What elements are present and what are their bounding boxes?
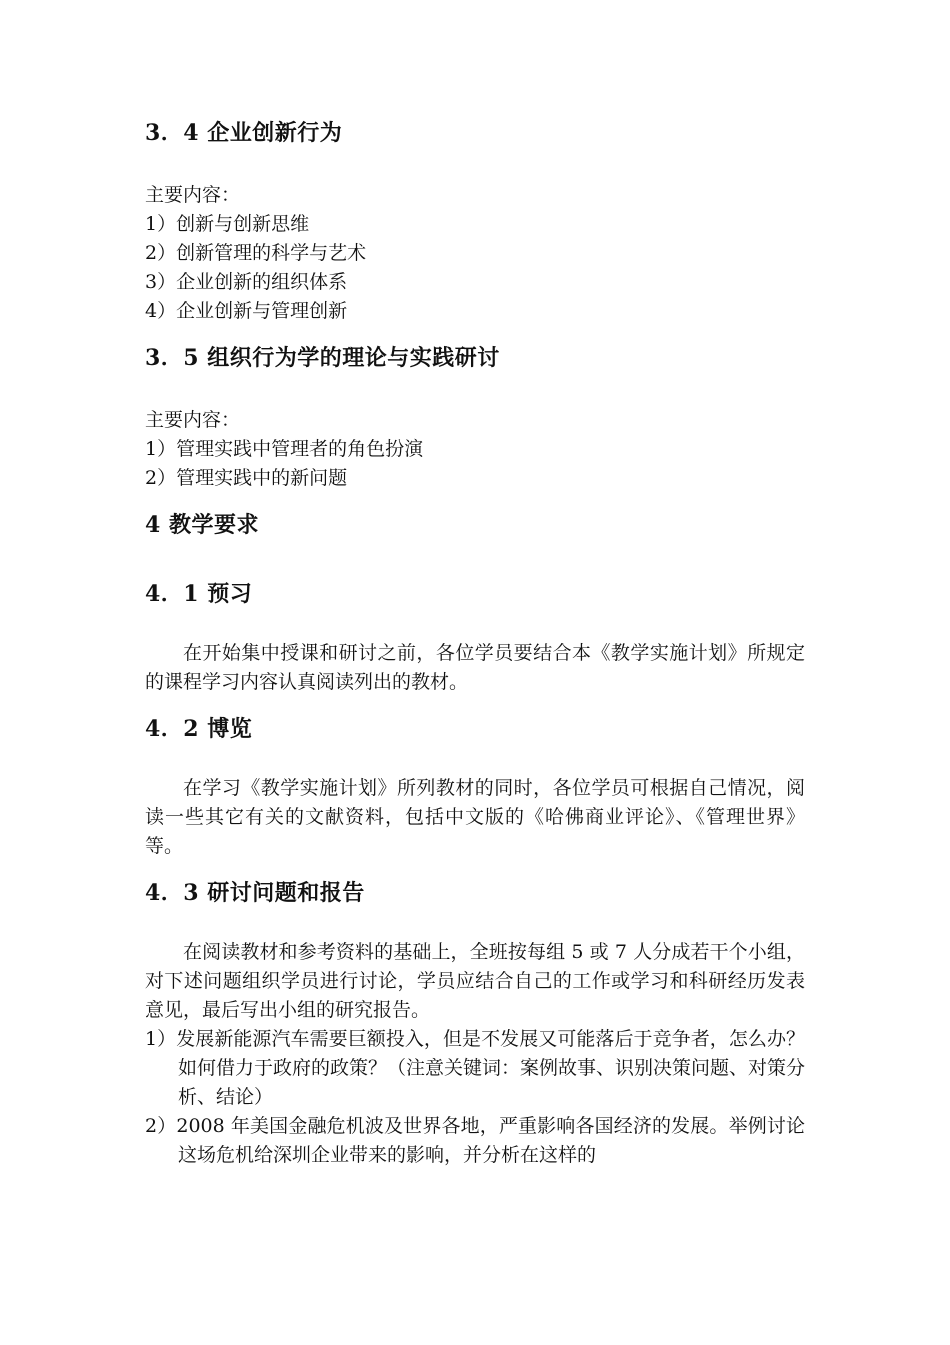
section-paragraph: 在开始集中授课和研讨之前，各位学员要结合本《教学实施计划》所规定的课程学习内容认真阅读列出的教材。 xyxy=(145,642,805,693)
section-heading-4-3: 4．3 研讨问题和报告 xyxy=(145,880,365,906)
list-item: 4）企业创新与管理创新 xyxy=(145,300,348,322)
section-intro: 主要内容： xyxy=(145,184,241,206)
list-item: 3）企业创新的组织体系 xyxy=(145,271,348,293)
list-item: 1）发展新能源汽车需要巨额投入，但是不发展又可能落后于竞争者，怎么办？如何借力于政府的政策？（注意关键词：案例故事、识别决策问题、对策分析、结论） xyxy=(145,1028,806,1108)
section-intro: 主要内容： xyxy=(145,409,241,431)
list-item: 2）2008 年美国金融危机波及世界各地，严重影响各国经济的发展。举例讨论这场危机给深圳企业带来的影响，并分析在这样的 xyxy=(145,1115,805,1166)
section-heading-3-4: 3．4 企业创新行为 xyxy=(145,120,343,146)
section-paragraph: 在阅读教材和参考资料的基础上，全班按每组 5 或 7 人分成若干个小组，对下述问题组织学员进行讨论，学员应结合自己的工作或学习和科研经历发表意见，最后写出小组的研究报告。 xyxy=(145,941,805,1021)
section-heading-3-5: 3．5 组织行为学的理论与实践研讨 xyxy=(145,345,500,371)
list-item: 2）管理实践中的新问题 xyxy=(145,467,348,489)
section-heading-4: 4 教学要求 xyxy=(145,512,259,538)
list-item: 1）创新与创新思维 xyxy=(145,213,310,235)
section-heading-4-1: 4．1 预习 xyxy=(145,581,253,607)
section-heading-4-2: 4．2 博览 xyxy=(145,716,253,742)
list-item: 1）管理实践中管理者的角色扮演 xyxy=(145,438,424,460)
list-item: 2）创新管理的科学与艺术 xyxy=(145,242,367,264)
section-paragraph: 在学习《教学实施计划》所列教材的同时，各位学员可根据自己情况，阅读一些其它有关的文献资料，包括中文版的《哈佛商业评论》、《管理世界》等。 xyxy=(145,777,805,857)
document-body xyxy=(145,118,805,1170)
